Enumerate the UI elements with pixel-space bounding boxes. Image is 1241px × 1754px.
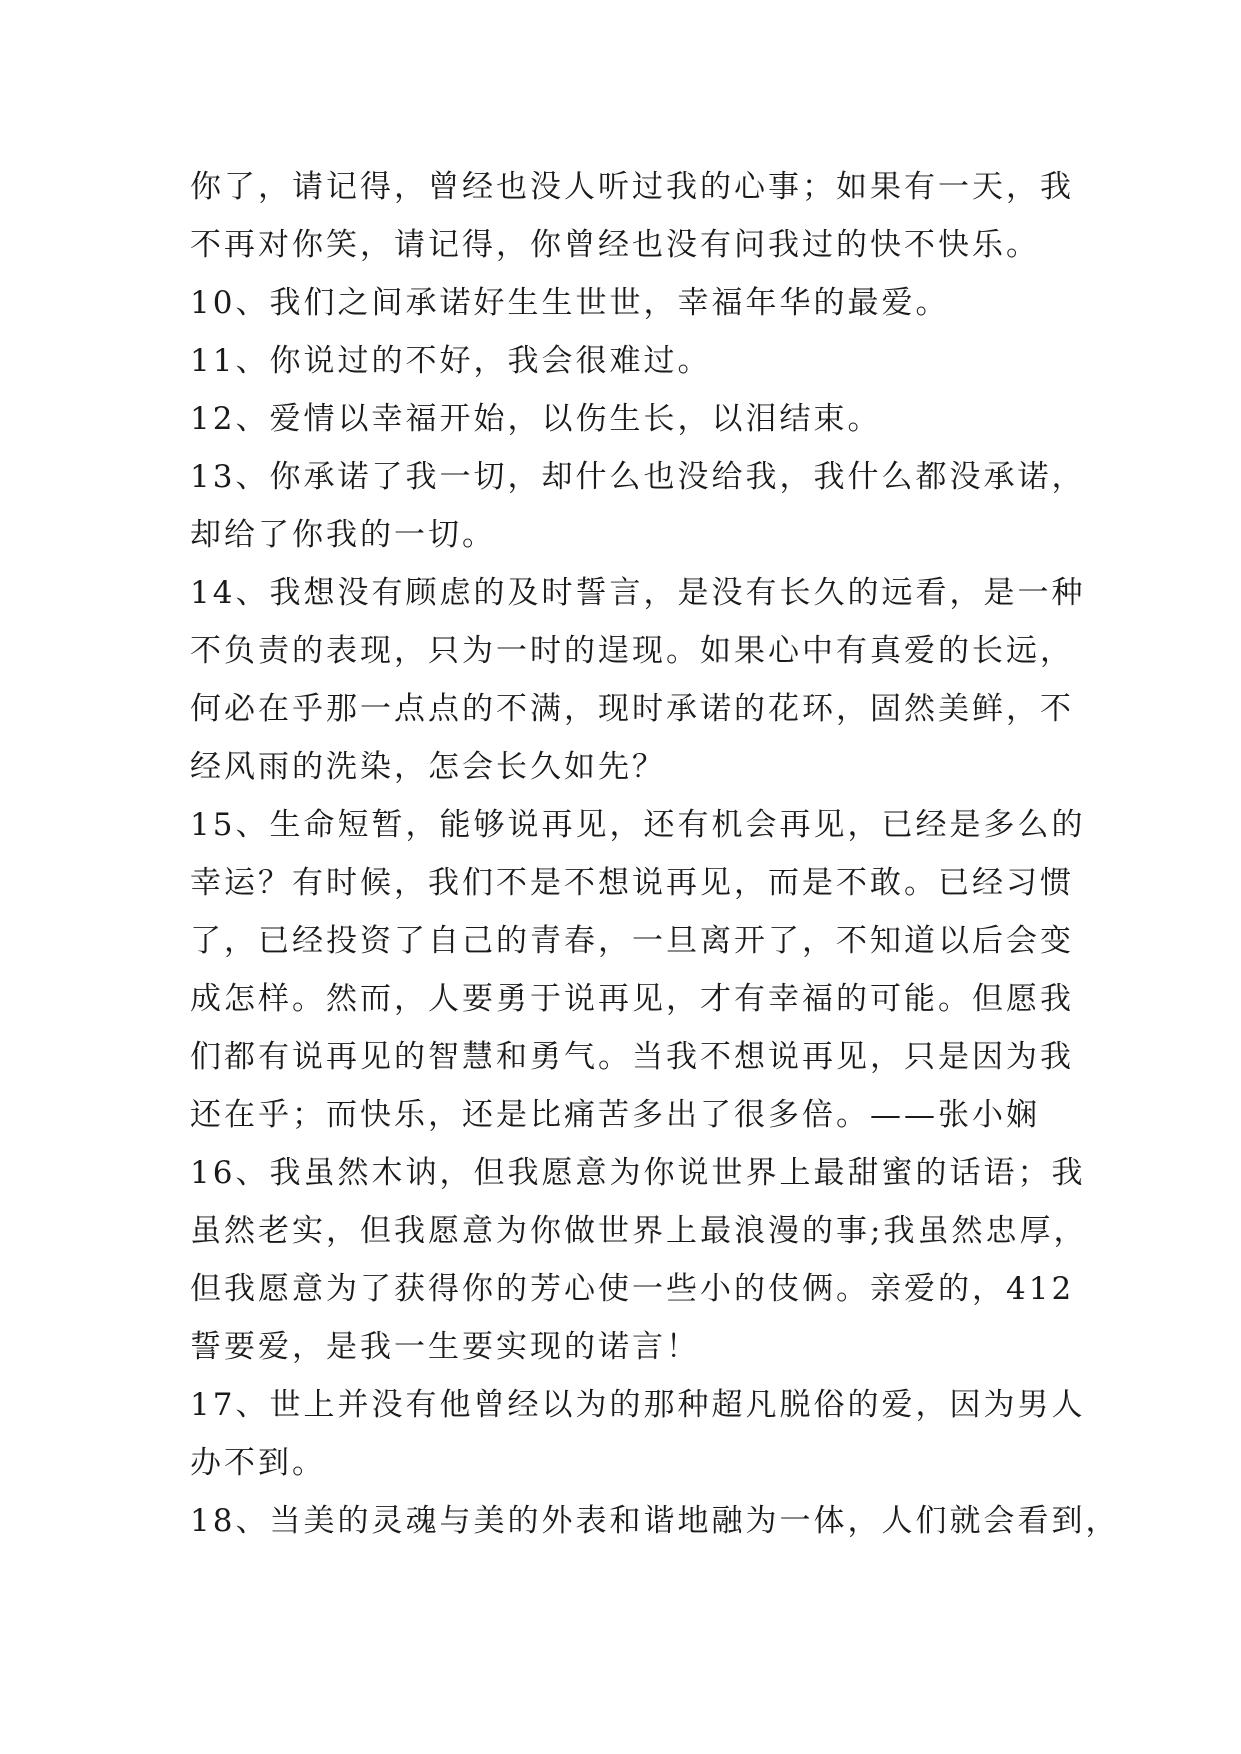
paragraph: [190, 390, 1070, 448]
paragraph: [190, 332, 1070, 390]
paragraph: [190, 796, 1086, 1144]
text-line: 10、我们之间承诺好生生世世，幸福年华的最爱。: [190, 285, 950, 321]
text-line: 誓要爱，是我一生要实现的诺言！: [190, 1329, 700, 1365]
text-line: 12、爱情以幸福开始，以伤生长，以泪结束。: [190, 401, 882, 437]
paragraph: [190, 274, 1070, 332]
paragraph: [190, 1492, 1120, 1550]
paragraph: [190, 564, 1086, 796]
paragraph: [190, 448, 1086, 564]
text-line: 15、生命短暂，能够说再见，还有机会再见，已经是多么的: [190, 807, 1086, 843]
text-line: 16、我虽然木讷，但我愿意为你说世界上最甜蜜的话语；我: [190, 1155, 1086, 1191]
text-line: 17、世上并没有他曾经以为的那种超凡脱俗的爱，因为男人: [190, 1387, 1086, 1423]
text-line: 虽然老实，但我愿意为你做世界上最浪漫的事;我虽然忠厚，: [190, 1213, 1088, 1249]
text-line: 们都有说再见的智慧和勇气。当我不想说再见，只是因为我: [190, 1039, 1074, 1075]
text-line: 办不到。: [190, 1445, 326, 1481]
text-line: 了，已经投资了自己的青春，一旦离开了，不知道以后会变: [190, 923, 1074, 959]
paragraph: [190, 1144, 1088, 1376]
paragraph: [190, 1376, 1086, 1492]
document-body: [190, 158, 1120, 1550]
paragraph: [190, 158, 1074, 274]
text-line: 何必在乎那一点点的不满，现时承诺的花环，固然美鲜，不: [190, 691, 1074, 727]
text-line: 你了，请记得，曾经也没人听过我的心事；如果有一天，我: [190, 169, 1074, 205]
text-line: 11、你说过的不好，我会很难过。: [190, 343, 712, 379]
text-line: 不负责的表现，只为一时的逞现。如果心中有真爱的长远，: [190, 633, 1074, 669]
text-line: 幸运？有时候，我们不是不想说再见，而是不敢。已经习惯: [190, 865, 1074, 901]
text-line: 还在乎；而快乐，还是比痛苦多出了很多倍。——张小娴: [190, 1097, 1040, 1133]
text-line: 18、当美的灵魂与美的外表和谐地融为一体，人们就会看到，: [190, 1503, 1120, 1539]
text-line: 不再对你笑，请记得，你曾经也没有问我过的快不快乐。: [190, 227, 1040, 263]
text-line: 13、你承诺了我一切，却什么也没给我，我什么都没承诺，: [190, 459, 1086, 495]
text-line: 经风雨的洗染，怎会长久如先？: [190, 749, 666, 785]
text-line: 但我愿意为了获得你的芳心使一些小的伎俩。亲爱的，412: [190, 1271, 1075, 1307]
text-line: 14、我想没有顾虑的及时誓言，是没有长久的远看，是一种: [190, 575, 1086, 611]
text-line: 成怎样。然而，人要勇于说再见，才有幸福的可能。但愿我: [190, 981, 1074, 1017]
text-line: 却给了你我的一切。: [190, 517, 496, 553]
